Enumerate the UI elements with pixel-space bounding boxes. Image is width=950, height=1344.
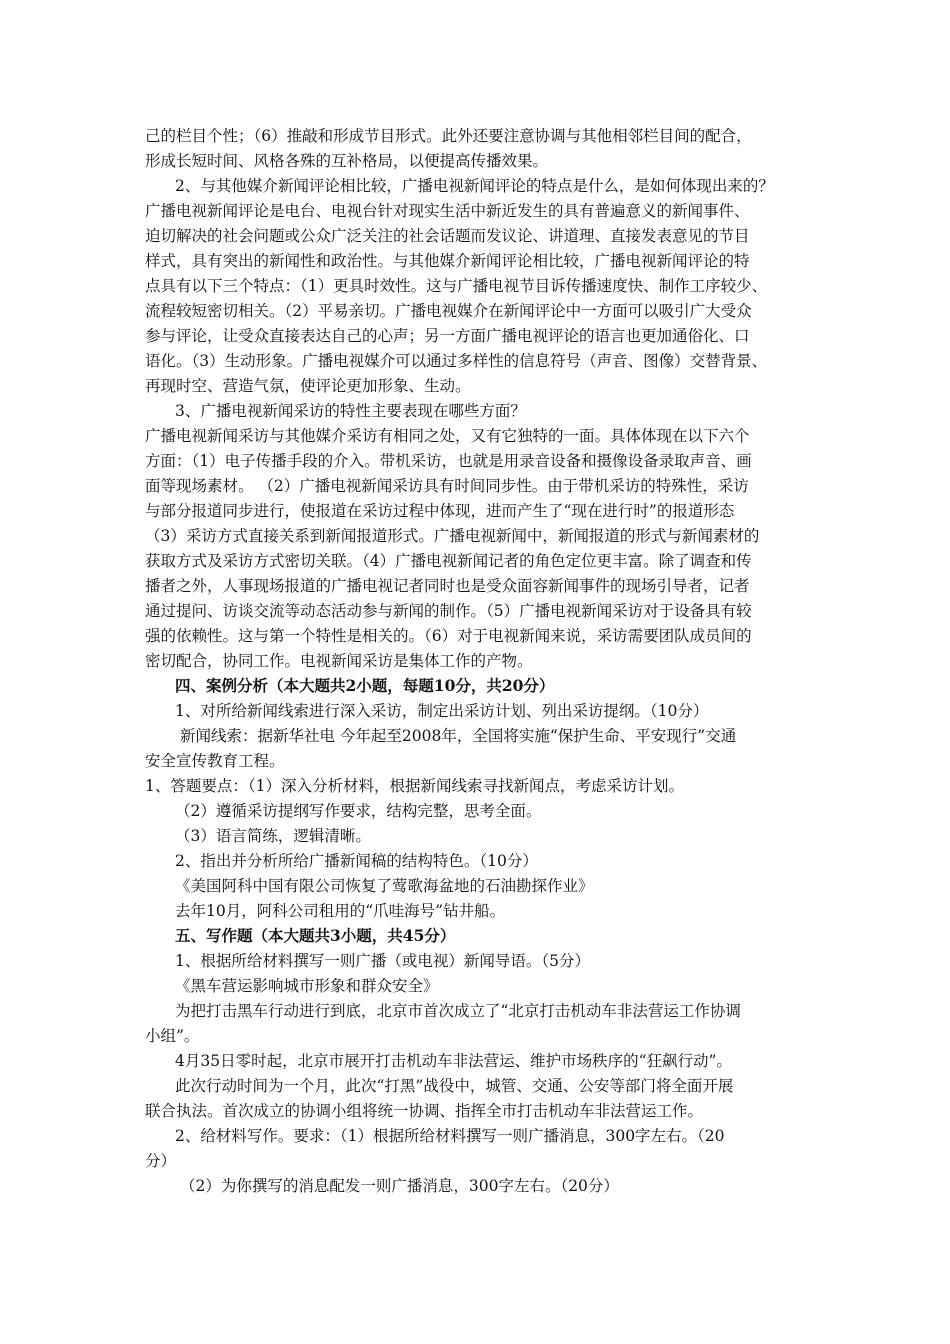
text-line: 形成长短时间、风格各殊的互补格局，以便提高传播效果。 bbox=[145, 152, 549, 170]
question-heading: 1、根据所给材料撰写一则广播（或电视）新闻导语。（5分） bbox=[175, 952, 590, 970]
text-line: 样式，具有突出的新闻性和政治性。与其他媒介新闻评论相比较，广播电视新闻评论的特 bbox=[145, 252, 750, 270]
text-line: 强的依赖性。这与第一个特性是相关的。（6）对于电视新闻来说，采访需要团队成员间的 bbox=[145, 627, 752, 645]
text-line: 广播电视新闻采访与其他媒介采访有相同之处，又有它独特的一面。具体体现在以下六个 bbox=[145, 427, 750, 445]
text-line: 《美国阿科中国有限公司恢复了莺歌海盆地的石油勘探作业》 bbox=[175, 877, 594, 895]
section-heading: 四、案例分析（本大题共2小题，每题10分，共20分） bbox=[175, 676, 555, 695]
text-line: 流程较短密切相关。（2）平易亲切。广播电视媒介在新闻评论中一方面可以吸引广大受众 bbox=[145, 302, 752, 320]
text-line: 迫切解决的社会问题或公众广泛关注的社会话题而发议论、讲道理、直接发表意见的节目 bbox=[145, 227, 750, 245]
text-line: 安全宣传教育工程。 bbox=[145, 752, 285, 770]
text-line: 与部分报道同步进行，使报道在采访过程中体现，进而产生了“现在进行时”的报道形态 bbox=[145, 502, 735, 520]
text-line: 联合执法。首次成立的协调小组将统一协调、指挥全市打击机动车非法营运工作。 bbox=[145, 1102, 704, 1120]
question-heading: 2、指出并分析所给广播新闻稿的结构特色。（10分） bbox=[175, 852, 538, 870]
text-line: 此次行动时间为一个月，此次“打黑”战役中，城管、交通、公安等部门将全面开展 bbox=[175, 1077, 734, 1095]
text-line: 4月35日零时起，北京市展开打击机动车非法营运、维护市场秩序的“狂飙行动”。 bbox=[175, 1052, 732, 1070]
text-line: 为把打击黑车行动进行到底，北京市首次成立了“北京打击机动车非法营运工作协调 bbox=[175, 1002, 741, 1020]
text-line: 语化。（3）生动形象。广播电视媒介可以通过多样性的信息符号（声音、图像）交替背景、 bbox=[145, 352, 768, 370]
text-line: 小组”。 bbox=[145, 1027, 200, 1045]
text-line: （2）为你撰写的消息配发一则广播消息，300字左右。（20分） bbox=[180, 1177, 619, 1195]
text-line: （3）语言简练，逻辑清晰。 bbox=[175, 827, 371, 845]
text-line: 方面：（1）电子传播手段的介入。带机采访，也就是用录音设备和摄像设备录取声音、画 bbox=[145, 452, 752, 470]
text-line: 密切配合，协同工作。电视新闻采访是集体工作的产物。 bbox=[145, 652, 533, 670]
text-line: 再现时空、营造气氛，使评论更加形象、生动。 bbox=[145, 377, 471, 395]
text-line: 点具有以下三个特点：（1）更具时效性。这与广播电视节目诉传播速度快、制作工序较少、 bbox=[145, 277, 768, 295]
text-line: （3）采访方式直接关系到新闻报道形式。广播电视新闻中，新闻报道的形式与新闻素材的 bbox=[145, 527, 760, 545]
text-line: 新闻线索：据新华社电 今年起至2008年，全国将实施“保护生命、平安现行”交通 bbox=[180, 727, 737, 745]
text-line: （2）遵循采访提纲写作要求，结构完整，思考全面。 bbox=[175, 802, 542, 820]
text-line: 广播电视新闻评论是电台、电视台针对现实生活中新近发生的具有普遍意义的新闻事件、 bbox=[145, 202, 750, 220]
text-line: 《黑车营运影响城市形象和群众安全》 bbox=[175, 977, 439, 995]
question-heading: 1、对所给新闻线索进行深入采访，制定出采访计划、列出采访提纲。（10分） bbox=[175, 702, 709, 720]
text-line: 己的栏目个性；（6）推敲和形成节目形式。此外还要注意协调与其他相邻栏目间的配合， bbox=[145, 127, 752, 145]
question-heading: 3、广播电视新闻采访的特性主要表现在哪些方面？ bbox=[175, 402, 526, 420]
text-line: 获取方式及采访方式密切关联。（4）广播电视新闻记者的角色定位更丰富。除了调查和传 bbox=[145, 552, 752, 570]
text-line: 通过提问、访谈交流等动态活动参与新闻的制作。（5）广播电视新闻采访对于设备具有较 bbox=[145, 602, 752, 620]
text-line: 去年10月，阿科公司租用的“爪哇海号”钻井船。 bbox=[175, 902, 506, 920]
question-heading: 2、与其他媒介新闻评论相比较，广播电视新闻评论的特点是什么，是如何体现出来的？ bbox=[175, 177, 774, 195]
text-line: 1、答题要点：（1）深入分析材料，根据新闻线索寻找新闻点，考虑采访计划。 bbox=[145, 777, 684, 795]
text-line: 播者之外，人事现场报道的广播电视记者同时也是受众面容新闻事件的现场引导者，记者 bbox=[145, 577, 750, 595]
question-heading: 2、给材料写作。要求：（1）根据所给材料撰写一则广播消息，300字左右。（20 bbox=[175, 1127, 725, 1145]
section-heading: 五、写作题（本大题共3小题，共45分） bbox=[175, 926, 456, 945]
text-line: 参与评论，让受众直接表达自己的心声；另一方面广播电视评论的语言也更加通俗化、口 bbox=[145, 327, 750, 345]
text-line: 面等现场素材。 （2）广播电视新闻采访具有时间同步性。由于带机采访的特殊性，采访 bbox=[145, 477, 749, 495]
text-line: 分） bbox=[145, 1152, 177, 1170]
